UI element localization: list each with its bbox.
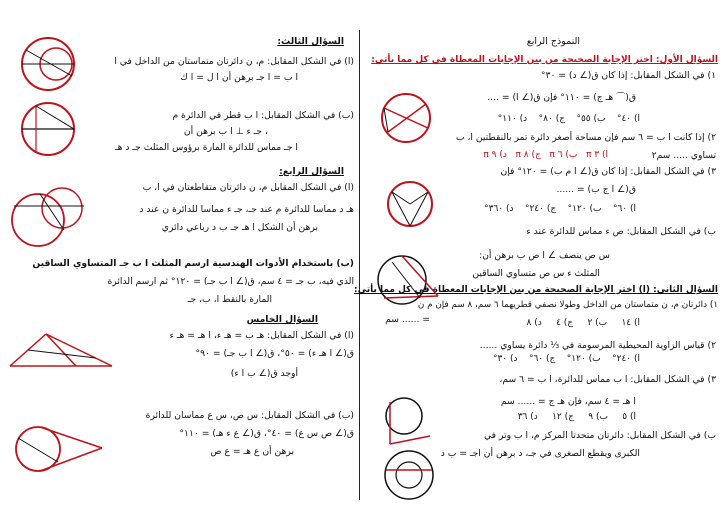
q1-item1b: ق(⌒ هـ ج) = ١١٠° فإن ق(∠ ا) = .... — [487, 92, 636, 103]
q2-item4: ب) في الشكل المقابل: دائرتان متحدتا المركز م، ا ب وتر في — [483, 430, 716, 441]
q2-item1b: = ...... سم — [385, 314, 430, 325]
left-column — [0, 28, 358, 499]
option-b: ب) ٢ — [587, 318, 608, 328]
q1-item4b: س ص ينصف ∠ ا ص ب برهن أن: — [479, 250, 610, 261]
figure-triangle-construction — [6, 328, 116, 374]
q5-b2: ق(∠ ص س ع) = ٤٠°، ق(∠ ع ء هـ) = ١١٠° — [179, 428, 354, 439]
q2-heading: السؤال الثاني: (ا) اختر الإجابة الصحيحة من بين الإجابات المعطاة في كل مما يأتي: — [354, 285, 718, 295]
option-a: ا) ٣ π — [585, 150, 608, 160]
column-divider — [359, 30, 360, 500]
option-a: ا) ٥ — [622, 412, 636, 422]
q4-a: (ا) في الشكل المقابل م، ن دائرتان متقاطعتان في ا، ب — [142, 182, 354, 193]
q5-heading: السؤال الخامس — [246, 314, 318, 325]
option-d: د) ٨ — [526, 318, 542, 328]
q1-item3: ٣) في الشكل المقابل: إذا كان ق(∠ ا م ب) = ١٢٠° فإن — [500, 166, 716, 177]
q1-item2: ٢) إذا كانت ا ب = ٦ سم فإن مساحة أصغر دائرة تمر بالنقطتين ا، ب — [455, 132, 716, 143]
option-c: ج) ٨٠° — [538, 114, 566, 124]
option-d: د) ٣٠° — [492, 354, 518, 364]
q2-item3-options — [436, 412, 636, 423]
q4-b2: الذي فيه، ب جـ = ٤ سم، ق(∠ ا ب جـ) = ١٢٠° ثم ارسم الدائرة — [107, 276, 354, 287]
q4-a2: هـ د مماسا للدائرة م عند جـ، جـ ء مماسا للدائرة ن عند د — [139, 204, 354, 215]
option-c: ج) ١٢ — [552, 412, 574, 422]
q2-item1: ١) دائرتان م، ن متماستان من الداخل وطولا نصفي قطريهما ٦ سم، ٨ سم فإن م ن — [417, 300, 718, 310]
q4-b3: المارة بالنقط ا، ب، جـ — [187, 294, 272, 305]
q4-heading: السؤال الرابع: — [279, 166, 344, 177]
option-d: د) ٣٦٠° — [484, 204, 514, 214]
q1-item3-options — [436, 204, 636, 215]
q1-item2-options — [408, 150, 608, 161]
q2-item4b: الكبرى ويقطع الصغرى في جـ، د برهن أن اجـ = ب د — [440, 448, 640, 459]
q2-item3b: ا هـ = ٤ سم، فإن هـ ج = ...... سم — [500, 396, 636, 407]
q1-item3b: ق(∠ ا ج ب) = ...... — [556, 184, 636, 195]
q5-a2: ق(∠ ا هـ ء) = ٥٠°، ق(∠ ا ب جـ) = ٩٠° — [195, 348, 354, 359]
q1-item4c: المثلث ء س ص متساوي الساقين — [472, 268, 600, 279]
option-a: ا) ٦٠° — [612, 204, 636, 214]
figure-secant-tangent — [380, 392, 436, 452]
q5-a3: أوجد ق(∠ ب ا ء) — [230, 368, 298, 379]
q2-item1-options — [440, 318, 640, 329]
q3-a2: ا ب = ا جـ برهن أن ا ل = ا ك — [180, 72, 298, 83]
model-title: النموذج الرابع — [526, 36, 580, 47]
q3-b3: ا جـ مماس للدائرة المارة برؤوس المثلث جـ د هـ — [114, 142, 298, 153]
option-a: ا) ١٤ — [621, 318, 640, 328]
figure-circle-center-angle — [384, 178, 436, 230]
q1-item4: ب) في الشكل المقابل: ص ء مماس للدائرة عند ء — [526, 226, 716, 237]
option-c: ج) ٢٤٠° — [524, 204, 557, 214]
option-d: د) ٣٦ — [517, 412, 538, 422]
figure-tangents-from-point — [10, 418, 106, 480]
q1-item1-options — [440, 114, 640, 125]
q5-a: (ا) في الشكل المقابل: هـ ب = هـ ء، ا هـ = هـ ء — [169, 330, 354, 341]
q4-b: (ب) باستخدام الأدوات الهندسية ارسم المثلث ا ب جـ المتساوي الساقين — [32, 258, 354, 269]
q1-item1: ١) في الشكل المقابل: إذا كان ق(∠ د) = ٣٠° — [540, 70, 716, 81]
q1-heading: السؤال الأول: اختر الإجابة الصحيحة من بين الإجابات المعطاة في كل مما يأتي: — [371, 55, 718, 65]
q5-b3: برهن أن ع هـ = ع ص — [210, 446, 294, 457]
q2-item2-options — [440, 354, 640, 365]
q3-b: (ب) في الشكل المقابل: ا ب قطر في الدائرة م — [172, 110, 354, 121]
figure-diameter-perpendicular — [18, 100, 78, 158]
figure-circle-chords — [378, 86, 438, 146]
figure-concentric-circles — [382, 448, 436, 502]
q4-a3: برهن أن الشكل ا هـ جـ ب د رباعي دائري — [161, 222, 318, 233]
option-c: ج) ٦٠° — [528, 354, 556, 364]
figure-internally-tangent-circles — [16, 36, 80, 92]
q2-item3: ٣) في الشكل المقابل: ا ب مماس للدائرة، ا ب = ٦ سم، — [499, 374, 716, 385]
q3-a: (ا) في الشكل المقابل: م، ن دائرتان متماستان من الداخل في ا — [114, 56, 354, 67]
option-c: ج) ٤ — [556, 318, 574, 328]
q3-heading: السؤال الثالث: — [277, 36, 344, 47]
option-b: ب) ٩ — [588, 412, 608, 422]
option-d: د) ١١٠° — [497, 114, 528, 124]
q5-b: (ب) في الشكل المقابل: س ص، س ع مماسان للدائرة — [145, 410, 354, 421]
q3-b2: ، جـ ء ⊥ ا ب برهن أن — [183, 126, 268, 137]
figure-circle-tangent — [372, 250, 442, 314]
option-b: ب) ٦ π — [549, 150, 578, 160]
option-b: ب) ١٢٠° — [567, 204, 602, 214]
option-a: ا) ٢٤٠° — [612, 354, 640, 364]
q1-item2b: تساوي ..... سم٢ — [651, 150, 716, 161]
option-d: د) ٩ π — [483, 150, 507, 160]
option-a: ا) ٤٠° — [616, 114, 640, 124]
figure-intersecting-circles — [10, 180, 88, 254]
right-column — [354, 28, 720, 499]
option-c: ج) ٨ π — [515, 150, 541, 160]
option-b: ب) ٥٥° — [576, 114, 606, 124]
option-b: ب) ١٢٠° — [566, 354, 601, 364]
q2-item2: ٢) قياس الزاوية المحيطية المرسومة في ⅓ دائرة يساوي ...... — [479, 340, 716, 351]
